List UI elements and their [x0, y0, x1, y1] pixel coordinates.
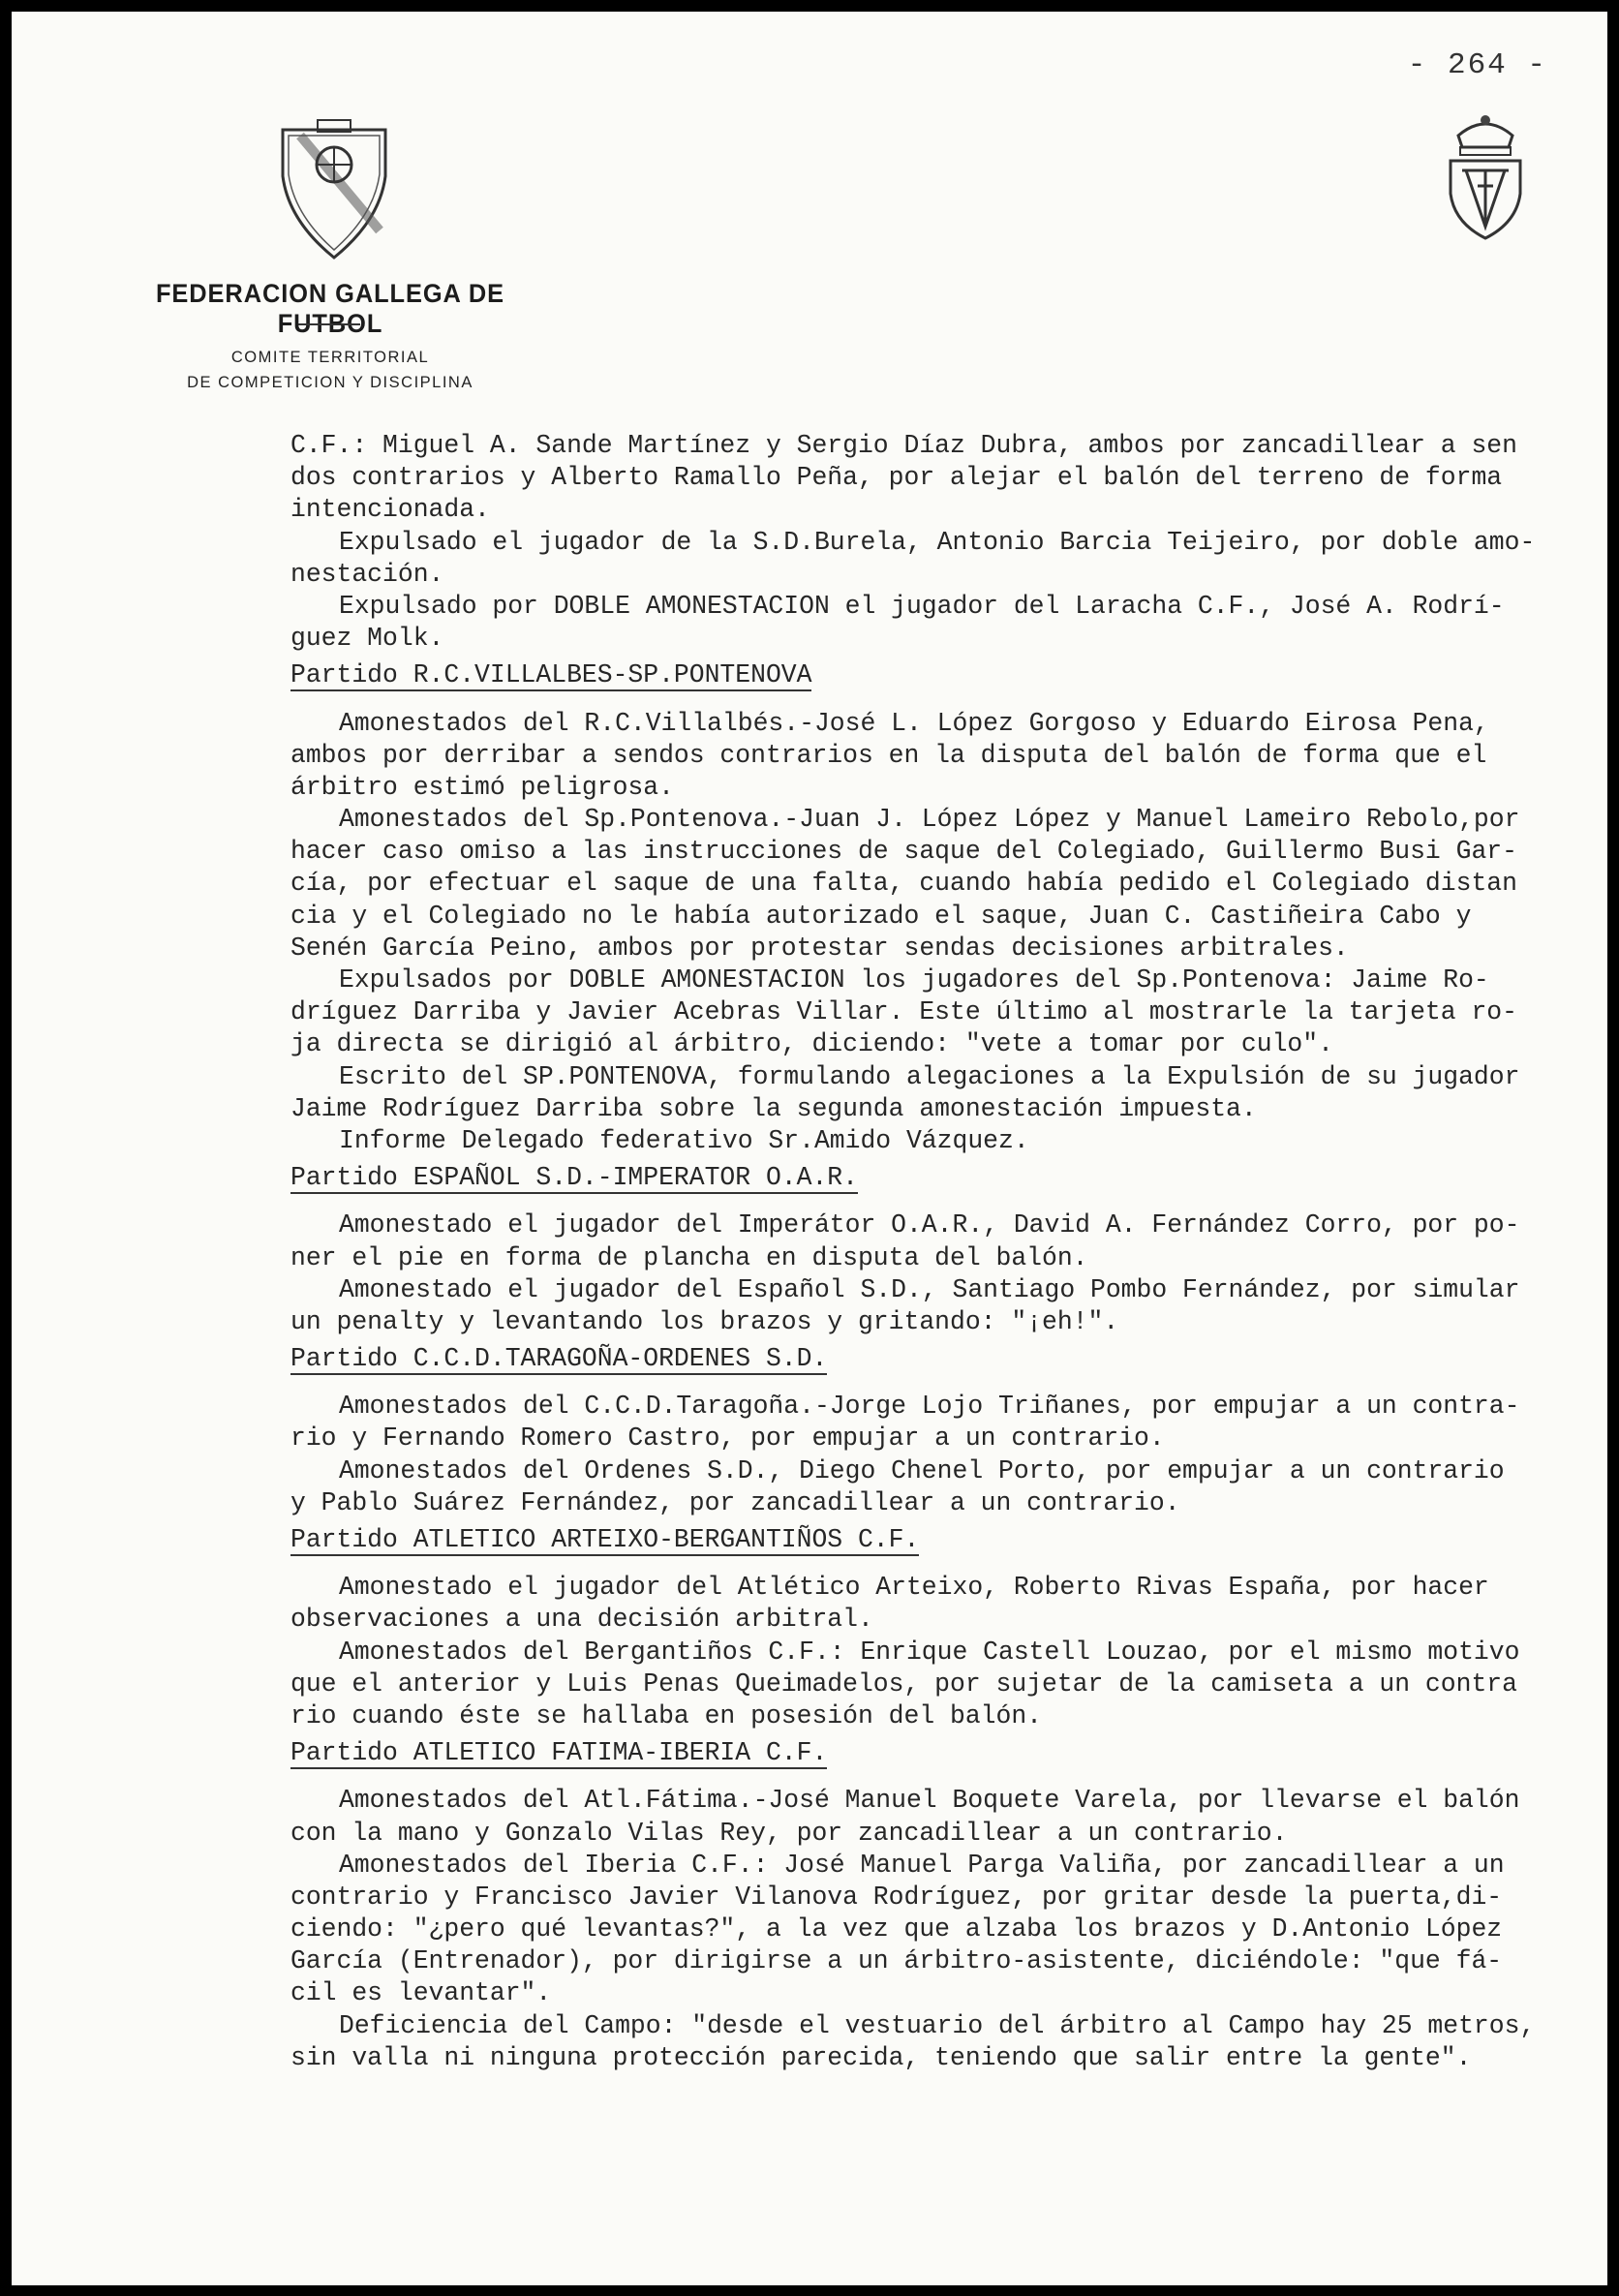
text-line: Informe Delegado federativo Sr.Amido Vázquez. [339, 1125, 1029, 1155]
text-line: rio y Fernando Romero Castro, por empujar a un contrario. [290, 1424, 1165, 1454]
text-line: García (Entrenador), por dirigirse a un árbitro-asistente, diciéndole: "que fá- [290, 1946, 1503, 1976]
text-line: C.F.: Miguel A. Sande Martínez y Sergio Díaz Dubra, ambos por zancadillear a sen [290, 431, 1517, 460]
match-heading: Partido ATLETICO FATIMA-IBERIA C.F. [290, 1738, 828, 1768]
text-line: Expulsado por DOBLE AMONESTACION el jugador del Laracha C.F., José A. Rodrí- [339, 591, 1505, 621]
text-line: Expulsados por DOBLE AMONESTACION los jugadores del Sp.Pontenova: Jaime Ro- [339, 965, 1489, 995]
match-heading: Partido ATLETICO ARTEIXO-BERGANTIÑOS C.F. [290, 1525, 920, 1554]
text-line: Amonestados del Bergantiños C.F.: Enrique Castell Louzao, por el mismo motivo [339, 1637, 1520, 1667]
header-divider [298, 323, 360, 325]
text-line: Expulsado el jugador de la S.D.Burela, Antonio Barcia Teijeiro, por doble amo- [339, 527, 1536, 557]
royal-crest-icon [1437, 107, 1534, 242]
match-heading: Partido R.C.VILLALBES-SP.PONTENOVA [290, 660, 812, 690]
text-line: Amonestado el jugador del Imperátor O.A.R., David A. Fernández Corro, por po- [339, 1210, 1520, 1240]
text-line: Amonestados del C.C.D.Taragoña.-Jorge Lojo Triñanes, por empujar a un contra- [339, 1392, 1520, 1422]
match-heading: Partido ESPAÑOL S.D.-IMPERATOR O.A.R. [290, 1163, 858, 1193]
committee-line-2: DE COMPETICION Y DISCIPLINA [187, 374, 473, 391]
text-line: árbitro estimó peligrosa. [290, 772, 674, 802]
text-line: rio cuando éste se hallaba en posesión del balón. [290, 1700, 1043, 1730]
text-line: que el anterior y Luis Penas Queimadelos, por sujetar de la camiseta a un contra [290, 1668, 1517, 1699]
text-line: con la mano y Gonzalo Vilas Rey, por zancadillear a un contrario. [290, 1818, 1288, 1848]
text-line: Senén García Peino, ambos por protestar sendas decisiones arbitrales. [290, 933, 1349, 963]
federation-name: FEDERACION GALLEGA DE FUTBOL [155, 279, 505, 338]
text-line: intencionada. [290, 495, 490, 525]
text-line: y Pablo Suárez Fernández, por zancadillear a un contrario. [290, 1487, 1180, 1517]
document-page [12, 12, 1607, 2285]
text-line: cia y el Colegiado no le había autorizado el saque, Juan C. Castiñeira Cabo y [290, 901, 1472, 931]
text-line: Escrito del SP.PONTENOVA, formulando alegaciones a la Expulsión de su jugador [339, 1061, 1520, 1091]
text-line: dos contrarios y Alberto Ramallo Peña, por alejar el balón del terreno de forma [290, 463, 1503, 493]
committee-line-1: COMITE TERRITORIAL [230, 349, 430, 366]
text-line: cil es levantar". [290, 1978, 552, 2008]
page-number: - 264 - [1407, 48, 1547, 82]
text-line: Amonestado el jugador del Atlético Arteixo, Roberto Rivas España, por hacer [339, 1573, 1489, 1603]
resolution-text [290, 430, 1607, 2074]
text-line: ner el pie en forma de plancha en disputa del balón. [290, 1242, 1088, 1272]
text-line: Deficiencia del Campo: "desde el vestuario del árbitro al Campo hay 25 metros, [339, 2010, 1536, 2040]
match-heading: Partido C.C.D.TARAGOÑA-ORDENES S.D. [290, 1344, 828, 1374]
text-line: Amonestados del Sp.Pontenova.-Juan J. López López y Manuel Lameiro Rebolo,por [339, 805, 1520, 835]
text-line: ja directa se dirigió al árbitro, diciendo: "vete a tomar por culo". [290, 1029, 1333, 1059]
text-line: observaciones a una decisión arbitral. [290, 1605, 873, 1635]
federation-crest-icon [279, 116, 389, 260]
text-line: Jaime Rodríguez Darriba sobre la segunda amonestación impuesta. [290, 1093, 1257, 1123]
text-line: hacer caso omiso a las instrucciones de saque del Colegiado, Guillermo Busi Gar- [290, 837, 1517, 867]
text-line: ciendo: "¿pero qué levantas?", a la vez que alzaba los brazos y D.Antonio López [290, 1914, 1503, 1944]
text-line: Amonestado el jugador del Español S.D., Santiago Pombo Fernández, por simular [339, 1274, 1520, 1304]
text-line: dríguez Darriba y Javier Acebras Villar. Este último al mostrarle la tarjeta ro- [290, 997, 1517, 1027]
text-line: Amonestados del Atl.Fátima.-José Manuel Boquete Varela, por llevarse el balón [339, 1786, 1520, 1816]
text-line: contrario y Francisco Javier Vilanova Rodríguez, por gritar desde la puerta,di- [290, 1882, 1503, 1912]
text-line: Amonestados del Ordenes S.D., Diego Chenel Porto, por empujar a un contrario [339, 1455, 1505, 1485]
text-line: Amonestados del R.C.Villalbés.-José L. López Gorgoso y Eduardo Eirosa Pena, [339, 708, 1489, 738]
text-line: cía, por efectuar el saque de una falta, cuando había pedido el Colegiado distan [290, 869, 1517, 899]
text-line: guez Molk. [290, 624, 444, 654]
committee-name [112, 345, 548, 395]
text-line: ambos por derribar a sendos contrarios en la disputa del balón de forma que el [290, 740, 1487, 770]
text-line: Amonestados del Iberia C.F.: José Manuel Parga Valiña, por zancadillear a un [339, 1850, 1505, 1880]
text-line: sin valla ni ninguna protección parecida, teniendo que salir entre la gente". [290, 2042, 1472, 2072]
text-line: nestación. [290, 559, 444, 589]
text-line: un penalty y levantando los brazos y gritando: "¡eh!". [290, 1306, 1119, 1336]
